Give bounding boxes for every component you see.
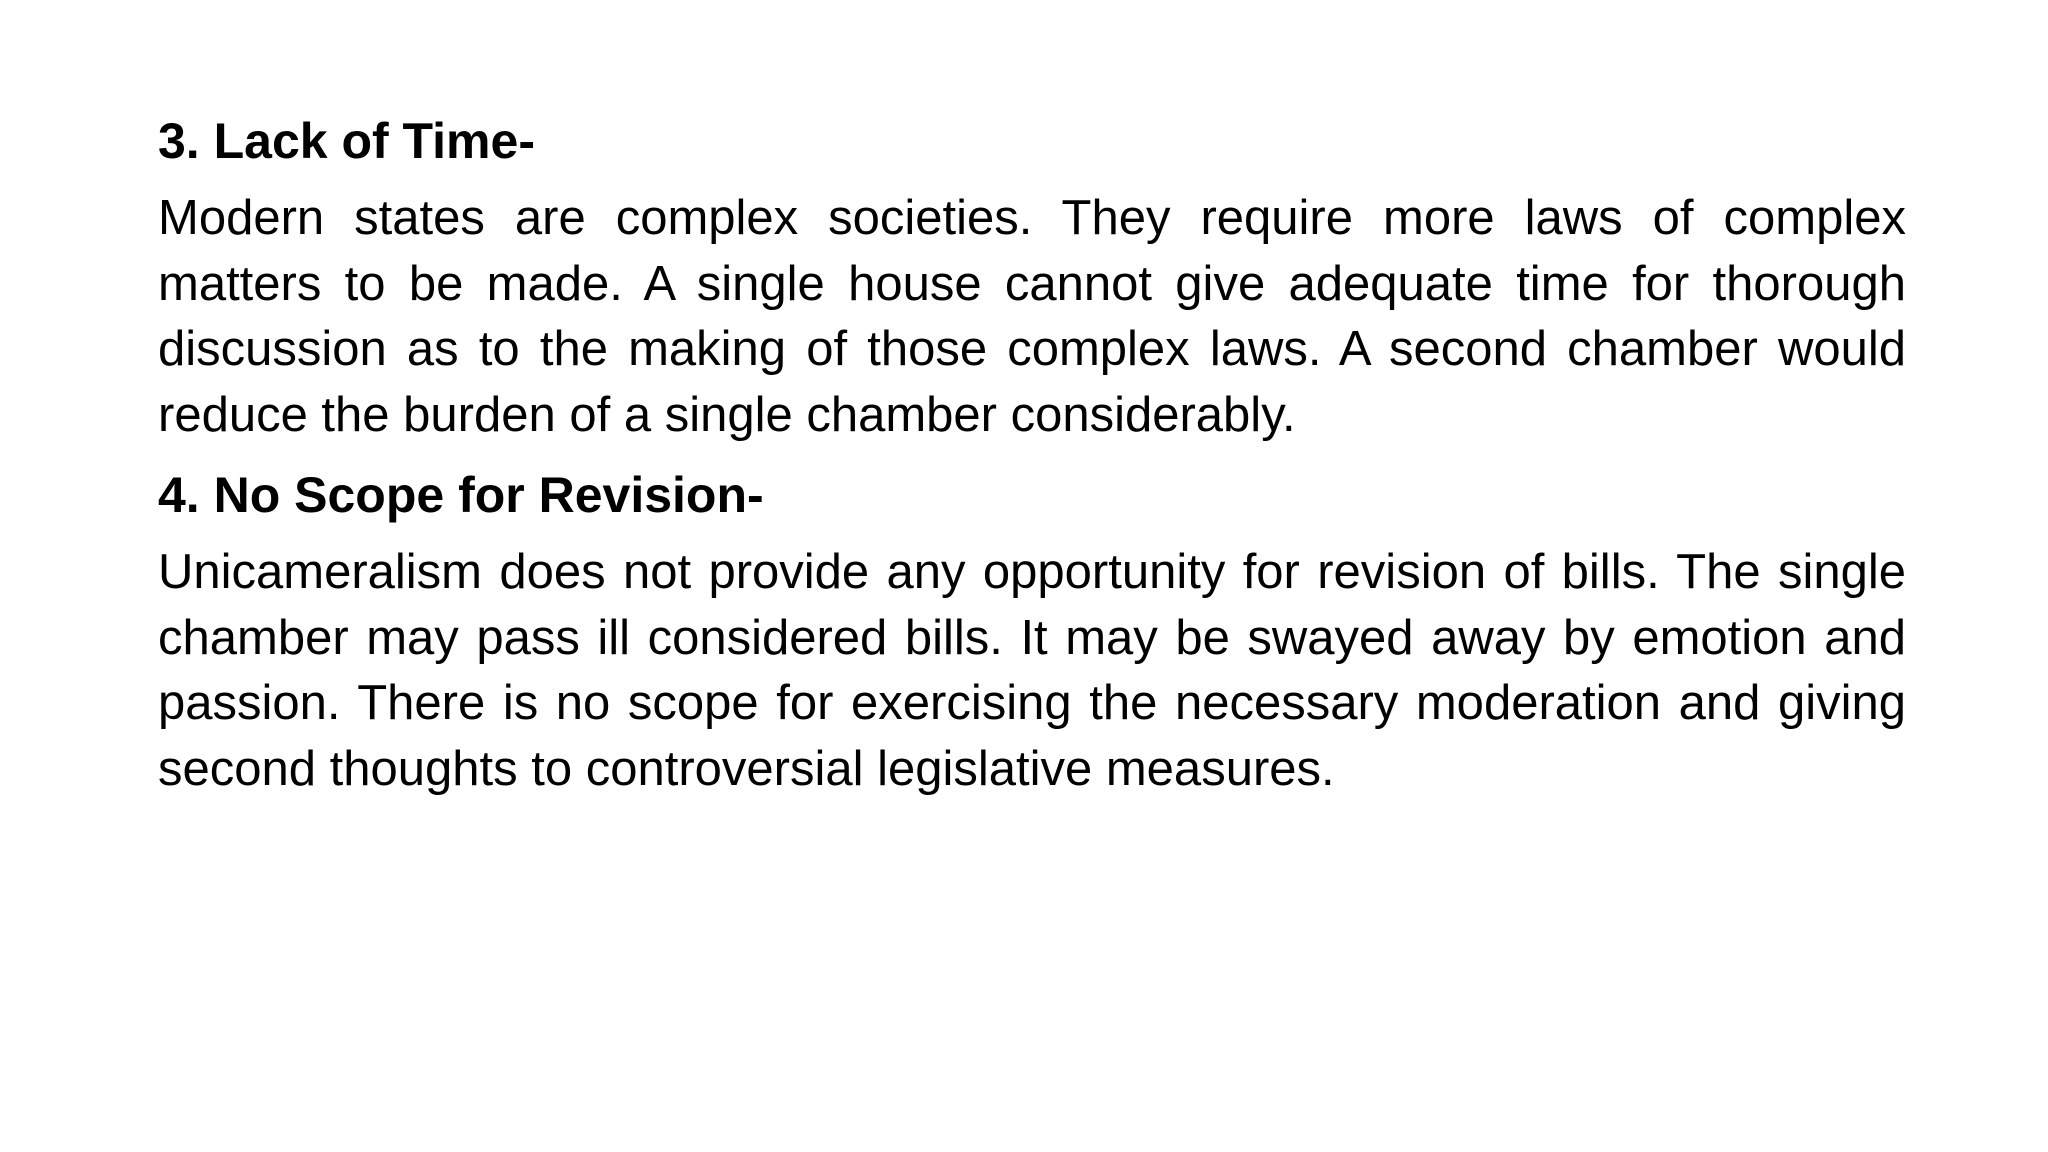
section-heading: 3. Lack of Time-	[158, 113, 535, 169]
section-paragraph: Modern states are complex societies. They require more laws of complex matters to be made. A single house cannot give adequate time for thorough discussion as to the making of those complex laws. A second chamber would reduce the burden of a single chamber considerably.	[158, 191, 1906, 442]
section-lack-of-time	[158, 108, 1906, 448]
section-paragraph: Unicameralism does not provide any opportunity for revision of bills. The single chamber may pass ill considered bills. It may be swayed away by emotion and passion. There is no scope for exercising the necessary moderation and giving second thoughts to controversial legislative measures.	[158, 545, 1906, 796]
section-heading: 4. No Scope for Revision-	[158, 467, 764, 523]
section-no-scope-for-revision	[158, 462, 1906, 802]
slide-content	[158, 108, 1906, 816]
